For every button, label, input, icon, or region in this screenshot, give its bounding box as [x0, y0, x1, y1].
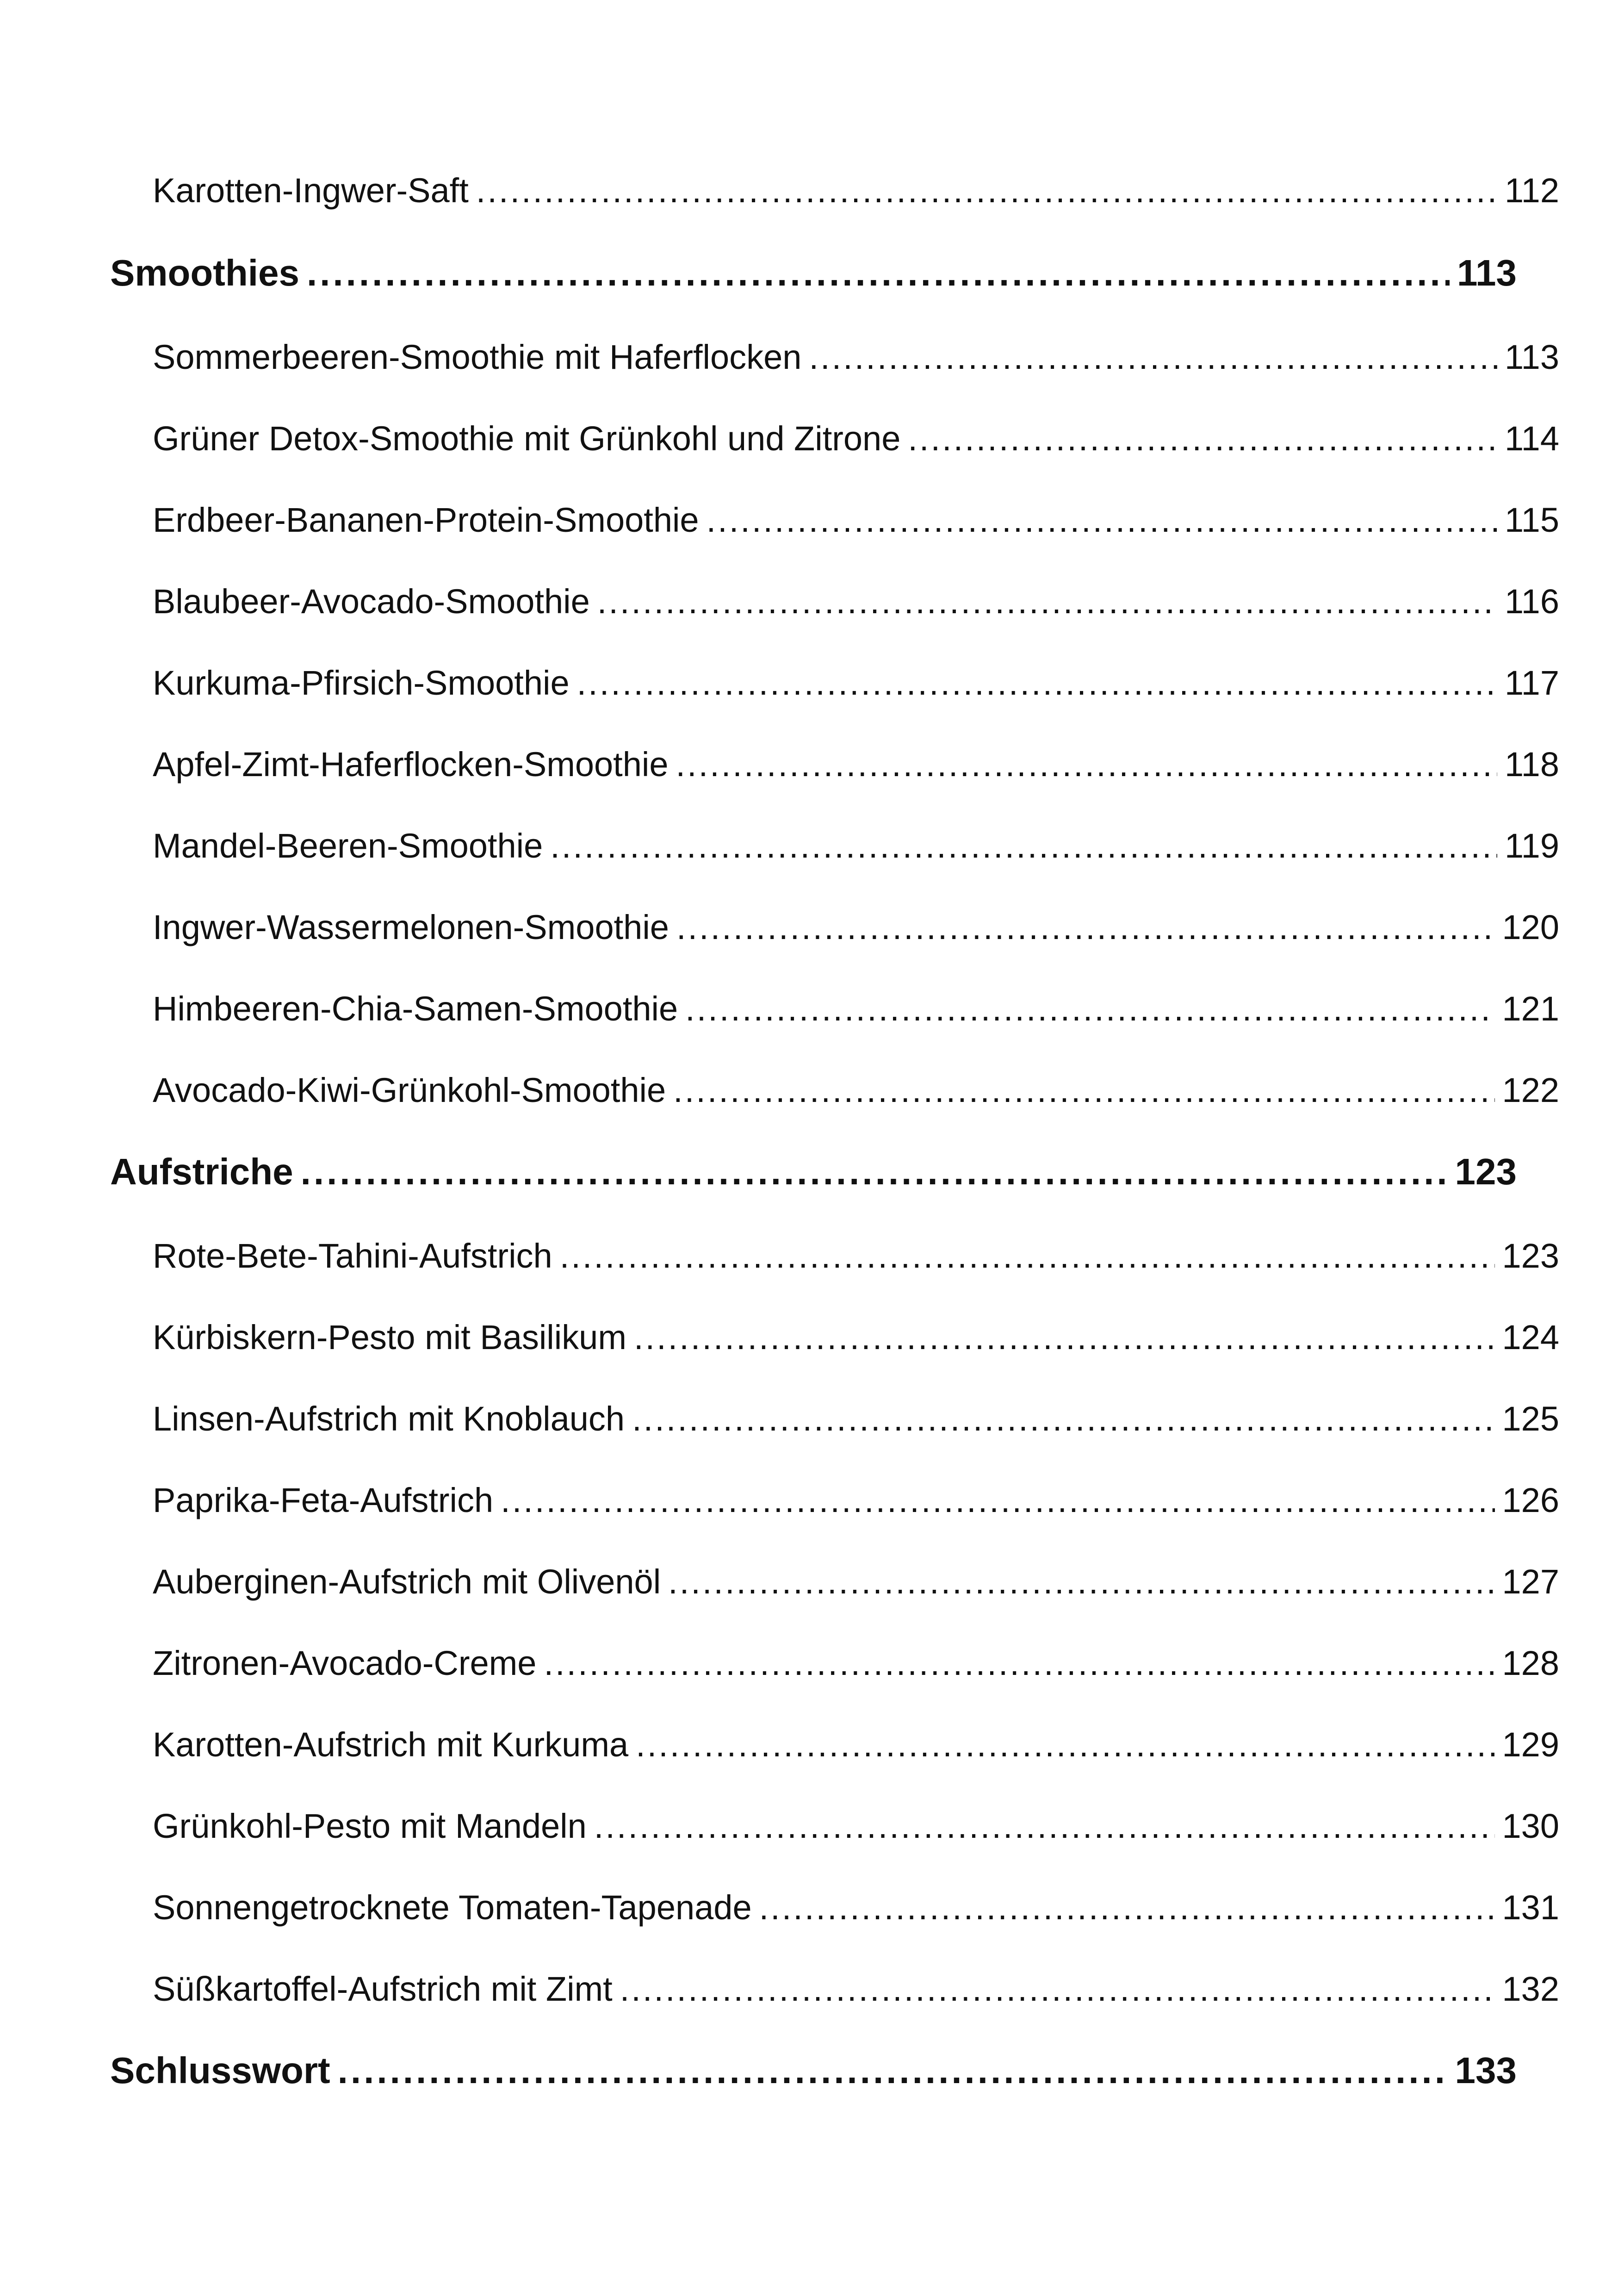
toc-entry-rote-bete-tahini-aufstrich[interactable]: [0, 1233, 1559, 1279]
toc-entry-title: Blaubeer-Avocado-Smoothie: [153, 582, 590, 621]
dot-leader: [685, 986, 1494, 1032]
dot-leader: [577, 660, 1497, 706]
toc-entry-page: 128: [1502, 1644, 1559, 1682]
toc-entry-page: 129: [1502, 1725, 1559, 1764]
toc-entry-page: 120: [1502, 908, 1559, 946]
toc-entry-title: Ingwer-Wassermelonen-Smoothie: [153, 908, 669, 946]
toc-section-page: 113: [1457, 252, 1517, 293]
dot-leader: [707, 497, 1497, 543]
toc-entry-page: 116: [1505, 582, 1559, 621]
toc-entry-title: Kurkuma-Pfirsich-Smoothie: [153, 664, 570, 702]
toc-section-page: 133: [1455, 2050, 1517, 2091]
toc-entry-suesskartoffel-aufstrich[interactable]: [0, 1966, 1559, 2012]
toc-entry-tomaten-tapenade[interactable]: [0, 1885, 1559, 1931]
toc-entry-title: Avocado-Kiwi-Grünkohl-Smoothie: [153, 1071, 666, 1109]
toc-entry-ingwer-wassermelonen-smoothie[interactable]: [0, 904, 1559, 951]
dot-leader: [908, 416, 1497, 462]
toc-entry-title: Rote-Bete-Tahini-Aufstrich: [153, 1237, 552, 1275]
dot-leader: [597, 579, 1497, 625]
toc-entry-page: 117: [1505, 664, 1559, 702]
toc-entry-title: Grüner Detox-Smoothie mit Grünkohl und Zitrone: [153, 419, 901, 458]
toc-entry-page: 118: [1505, 745, 1559, 784]
toc-entry-kurkuma-pfirsich-smoothie[interactable]: [0, 660, 1559, 706]
toc-entry-title: Erdbeer-Bananen-Protein-Smoothie: [153, 501, 699, 539]
toc-entry-apfel-zimt-haferflocken-smoothie[interactable]: [0, 741, 1559, 788]
toc-entry-erdbeer-bananen-protein-smoothie[interactable]: [0, 497, 1559, 543]
dot-leader: [501, 1477, 1494, 1524]
toc-entry-title: Zitronen-Avocado-Creme: [153, 1644, 537, 1682]
toc-entry-page: 123: [1502, 1237, 1559, 1275]
toc-section-title: Smoothies: [110, 252, 299, 293]
toc-entry-title: Himbeeren-Chia-Samen-Smoothie: [153, 989, 678, 1028]
toc-entry-title: Apfel-Zimt-Haferflocken-Smoothie: [153, 745, 669, 784]
dot-leader: [307, 248, 1450, 299]
dot-leader: [476, 168, 1497, 214]
dot-leader: [668, 1559, 1494, 1605]
toc-entry-title: Sommerbeeren-Smoothie mit Haferflocken: [153, 338, 802, 376]
dot-leader: [301, 1146, 1448, 1197]
toc-entry-page: 114: [1505, 419, 1559, 458]
toc-entry-auberginen-aufstrich[interactable]: [0, 1559, 1559, 1605]
dot-leader: [673, 1067, 1494, 1114]
dot-leader: [634, 1314, 1495, 1361]
toc-entry-page: 121: [1502, 989, 1559, 1028]
toc-entry-title: Mandel-Beeren-Smoothie: [153, 827, 543, 865]
dot-leader: [338, 2045, 1448, 2096]
toc-entry-page: 122: [1502, 1071, 1559, 1109]
toc-entry-title: Linsen-Aufstrich mit Knoblauch: [153, 1400, 625, 1438]
toc-entry-gruener-detox-smoothie[interactable]: [0, 416, 1559, 462]
toc-section-title: Schlusswort: [110, 2050, 330, 2091]
dot-leader: [550, 823, 1497, 869]
toc-entry-sommerbeeren-smoothie[interactable]: [0, 334, 1559, 380]
toc-entry-page: 132: [1502, 1970, 1559, 2008]
toc-entry-karotten-aufstrich[interactable]: [0, 1722, 1559, 1768]
toc-section-smoothies[interactable]: [0, 248, 1517, 299]
toc-entry-title: Kürbiskern-Pesto mit Basilikum: [153, 1318, 626, 1356]
dot-leader: [620, 1966, 1495, 2012]
dot-leader: [676, 741, 1497, 788]
toc-section-page: 123: [1455, 1151, 1517, 1192]
dot-leader: [560, 1233, 1495, 1279]
dot-leader: [809, 334, 1497, 380]
dot-leader: [632, 1396, 1494, 1442]
dot-leader: [636, 1722, 1494, 1768]
toc-entry-page: 130: [1502, 1807, 1559, 1845]
toc-entry-title: Sonnengetrocknete Tomaten-Tapenade: [153, 1888, 752, 1927]
toc-entry-avocado-kiwi-gruenkohl-smoothie[interactable]: [0, 1067, 1559, 1114]
toc-entry-paprika-feta-aufstrich[interactable]: [0, 1477, 1559, 1524]
toc-entry-title: Grünkohl-Pesto mit Mandeln: [153, 1807, 587, 1845]
toc-entry-title: Paprika-Feta-Aufstrich: [153, 1481, 494, 1519]
toc-entry-page: 113: [1505, 338, 1559, 376]
toc-entry-page: 115: [1505, 501, 1559, 539]
dot-leader: [676, 904, 1495, 951]
dot-leader: [759, 1885, 1495, 1931]
toc-entry-page: 127: [1502, 1562, 1559, 1601]
toc-section-schlusswort[interactable]: [0, 2045, 1517, 2096]
toc-entry-kuerbiskern-pesto[interactable]: [0, 1314, 1559, 1361]
toc-entry-page: 126: [1502, 1481, 1559, 1519]
toc-section-title: Aufstriche: [110, 1151, 293, 1192]
toc-entry-page: 131: [1502, 1888, 1559, 1927]
toc-entry-title: Karotten-Ingwer-Saft: [153, 171, 469, 210]
toc-entry-karotten-ingwer-saft[interactable]: [0, 168, 1559, 214]
toc-entry-gruenkohl-pesto[interactable]: [0, 1803, 1559, 1849]
toc-entry-mandel-beeren-smoothie[interactable]: [0, 823, 1559, 869]
toc-entry-title: Süßkartoffel-Aufstrich mit Zimt: [153, 1970, 613, 2008]
toc-entry-linsen-aufstrich[interactable]: [0, 1396, 1559, 1442]
toc-section-aufstriche[interactable]: [0, 1146, 1517, 1197]
dot-leader: [544, 1640, 1494, 1686]
toc-entry-title: Karotten-Aufstrich mit Kurkuma: [153, 1725, 629, 1764]
toc-entry-page: 125: [1502, 1400, 1559, 1438]
dot-leader: [594, 1803, 1495, 1849]
toc-entry-himbeeren-chia-samen-smoothie[interactable]: [0, 986, 1559, 1032]
toc-entry-title: Auberginen-Aufstrich mit Olivenöl: [153, 1562, 661, 1601]
toc-entry-blaubeer-avocado-smoothie[interactable]: [0, 579, 1559, 625]
toc-entry-page: 124: [1502, 1318, 1559, 1356]
toc-entry-page: 112: [1505, 171, 1559, 210]
toc-entry-page: 119: [1505, 827, 1559, 865]
toc-entry-zitronen-avocado-creme[interactable]: [0, 1640, 1559, 1686]
